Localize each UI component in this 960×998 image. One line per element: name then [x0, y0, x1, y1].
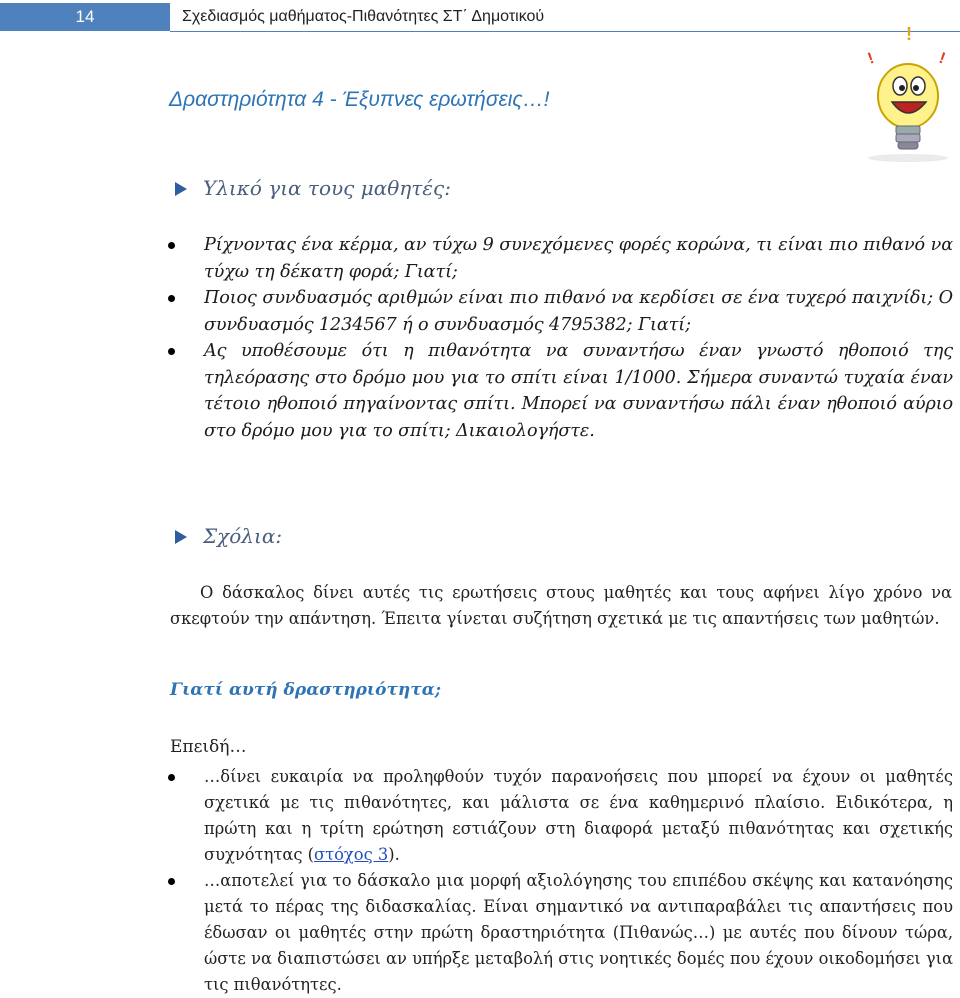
arrow-right-icon [175, 530, 187, 544]
lightbulb-icon [858, 24, 954, 164]
bullet-icon [168, 348, 175, 355]
list-item: …δίνει ευκαιρία να προληφθούν τυχόν παρανοήσεις που μπορεί να έχουν οι μαθητές σχετικά με τις πιθανότητες, και μάλιστα σε ένα καθημερινό πλαίσιο. Ειδικότερα, η πρώτη και η τρίτη ερώτηση εστιάζουν στη διαφορά μεταξύ πιθανότητας και σχετικής συχνότητας (στόχος 3). [168, 764, 953, 868]
activity-title: Δραστηριότητα 4 - Έξυπνες ερωτήσεις…! [169, 88, 550, 111]
list-item: Ας υποθέσουμε ότι η πιθανότητα να συναντήσω έναν γνωστό ηθοποιό της τηλεόρασης στο δρόμο μου για το σπίτι είναι 1/1000. Σήμερα συναντώ τυχαία έναν τέτοιο ηθοποιό πηγαίνοντας σπίτι. Μπορεί να συναντήσω πάλι έναν ηθοποιό αύριο στο δρόμο μου για το σπίτι; Δικαιολογήστε. [168, 338, 953, 444]
bullet-icon [168, 774, 175, 781]
rationale-intro: Επειδή… [170, 737, 247, 757]
bullet-icon [168, 242, 175, 249]
exclamation-mark: ! [906, 24, 912, 44]
goal-3-link[interactable]: στόχος 3 [314, 845, 389, 864]
reason-list [168, 764, 953, 998]
exclamation-mark: ! [865, 49, 877, 68]
page-header [0, 0, 960, 33]
bullet-icon [168, 295, 175, 302]
list-item: Ποιος συνδυασμός αριθμών είναι πιο πιθανό να κερδίσει σε ένα τυχερό παιχνίδι; Ο συνδυασμός 1234567 ή ο συνδυασμός 4795382; Γιατί; [168, 285, 953, 338]
comments-heading: Σχόλια: [175, 524, 282, 548]
comments-text: Ο δάσκαλος δίνει αυτές τις ερωτήσεις στους μαθητές και τους αφήνει λίγο χρόνο να σκεφτούν την απάντηση. Έπειτα γίνεται συζήτηση σχετικά με τις απαντήσεις των μαθητών. [170, 583, 952, 628]
bullet-icon [168, 878, 175, 885]
header-rule [170, 31, 960, 32]
student-material-heading: Υλικό για τους μαθητές: [175, 176, 451, 200]
rationale-heading: Γιατί αυτή δραστηριότητα; [170, 680, 442, 700]
question-list [168, 232, 953, 444]
arrow-right-icon [175, 182, 187, 196]
list-item: Ρίχνοντας ένα κέρμα, αν τύχω 9 συνεχόμενες φορές κορώνα, τι είναι πιο πιθανό να τύχω τη δέκατη φορά; Γιατί; [168, 232, 953, 285]
running-title: Σχεδιασμός μαθήματος-Πιθανότητες ΣΤ΄ Δημοτικού [182, 8, 545, 25]
page-number: 14 [0, 3, 170, 31]
exclamation-mark: ! [936, 49, 948, 68]
list-item: …αποτελεί για το δάσκαλο μια μορφή αξιολόγησης του επιπέδου σκέψης και κατανόησης μετά το πέρας της διδασκαλίας. Είναι σημαντικό να αντιπαραβάλει τις απαντήσεις που έδωσαν οι μαθητές στην πρώτη δραστηριότητα (Πιθανώς…) με αυτές που δίνουν τώρα, ώστε να διαπιστώσει αν υπήρξε μεταβολή στις νοητικές δομές που έχουν οικοδομήσει για τις πιθανότητες. [168, 868, 953, 998]
